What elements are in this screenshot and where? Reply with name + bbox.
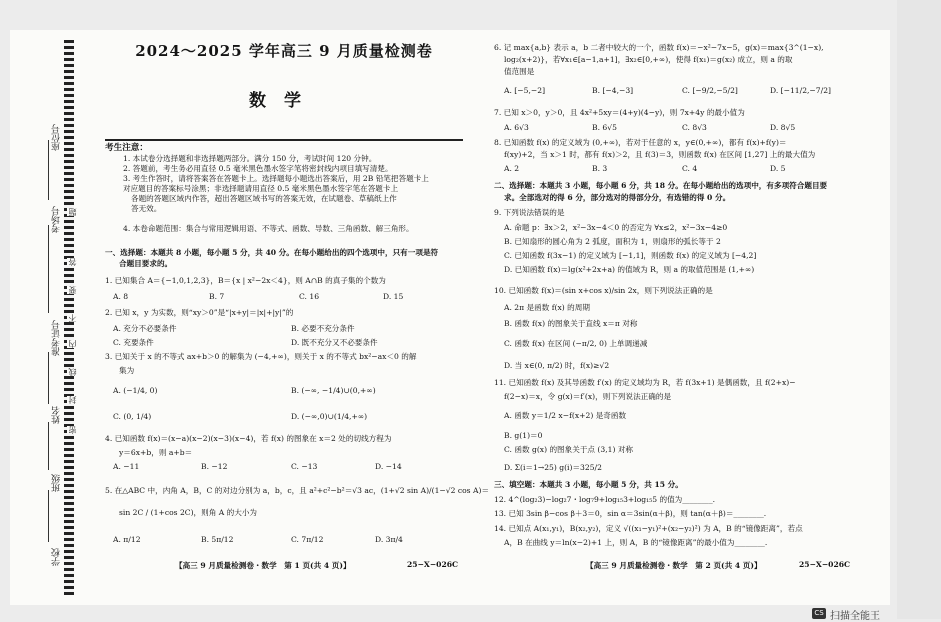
question-14: 14. 已知点 A(x₁,y₁)，B(x₂,y₂)，定义 √((x₁−y₁)²+(x₂−y₂)²) 为 A，B 的“镜像距离”，若点 bbox=[494, 524, 803, 533]
binding-margin: 座位号 考场号 准考证号 姓名 班级 学校 题 答 要 不 内 线 封 密 bbox=[10, 30, 82, 605]
scanner-watermark: 扫描全能王 bbox=[830, 611, 880, 622]
notice-heading: 考生注意： bbox=[105, 143, 148, 153]
paper-code-left: 25−X−026C bbox=[407, 560, 459, 569]
school-label: 学校 bbox=[52, 548, 62, 566]
seat-label: 座位号 bbox=[52, 124, 62, 151]
question-6: 6. 记 max{a,b} 表示 a，b 二者中较大的一个，函数 f(x)＝−x²−7x−5，g(x)＝max{3^(1−x), bbox=[494, 43, 824, 52]
scrollbar-area bbox=[897, 0, 941, 619]
exam-sheet: 座位号 考场号 准考证号 姓名 班级 学校 题 答 要 不 内 线 封 密 2024～2025 学年高三 9 月质量检测卷 数学 考生注意： 1. 本试卷分选择题和非选择题两部分。满分 150 分，考试时间 120 分钟。 2. 答题前，考生务必用直径 0.5 毫米黑色墨水签字笔将密封线内项目填写清楚。 3. 考生作答时，请将答案答在答题卡上。选择题每小题选出答案后，用 2B 铅笔把答题卡上 对应题目的答案标号涂黑；非选择题请用直径 0.5 毫米黑色墨水签字笔在答题卡上 各题的答题区域内作答，超出答题区域书写的答案无效，在试题卷、草稿纸上作 答无效。 4. 本卷命题范围：集合与常用逻辑用语、不等式、函数、导数、三角函数、解三角形。 一、选择题：本题共 8 小题，每小题 5 分，共 40 分。在每小题给出的四个选项中，只有一项是符 合题目要求的。 1. 已知集合 A＝{−1,0,1,2,3}，B＝{x | x²−2x＜4}，则 A∩B 的真子集的个数为 A. 8 B. 7 C. 16 D. 15 2. 已知 x，y 为实数，则“xy＞0”是“|x+y|＝|x|+|y|”的 A. 充分不必要条件 B. 必要不充分条件 C. 充要条件 D. 既不充分又不必要条件 3. 已知关于 x 的不等式 ax+b＞0 的解集为 (−4,+∞)，则关于 x 的不等式 bx²−ax＜0 的解 集为 A. (−1/4, 0) B. (−∞, −1/4)∪(0,+∞) C. (0, 1/4) D. (−∞,0)∪(1/4,+∞) 4. 已知函数 f(x)＝(x−a)(x−2)(x−3)(x−4)，若 f(x) 的图象在 x＝2 处的切线方程为 y＝6x+b，则 a+b＝ A. −11 B. −12 C. −13 D. −14 5. 在△ABC 中，内角 A，B，C 的对边分别为 a，b，c，且 a²+c²−b²＝√3 ac，(1+√2 sin A)/(1−√2 cos A)＝ sin 2C / (1+cos 2C)，则角 A 的大小为 A. π/12 B. 5π/12 C. 7π/12 D. 3π/4 【高三 9 月质量检测卷・数学 第 1 页(共 4 页)】 25−X−026C 6. 记 max{a,b} 表示 a，b 二者中较大的一个，函数 f(x)＝−x²−7x−5，g(x)＝max{3^(1−x), log₂(x+2)}，若∀x₁∈[a−1,a+1]，∃x₂∈[0,+∞)，使得 f(x₁)＝g(x₂) 成立，则 a 的取 值范围是 A. [−5,−2] B. [−4,−3] C. [−9/2,−5/2] D. [−11/2,−7/2] 7. 已知 x＞0，y＞0，且 4x²+5xy＝(4+y)(4−y)，则 7x+4y 的最小值为 A. 6√3 B. 6√5 C. 8√3 D. 8√5 8. 已知函数 f(x) 的定义域为 (0,+∞)，若对于任意的 x，y∈(0,+∞)，都有 f(x)+f(y)＝ f(xy)+2，当 x＞1 时，都有 f(x)＞2，且 f(3)＝3，则函数 f(x) 在区间 [1,27] 上的最大值为 A. 2 B. 3 C. 4 D. 5 二、选择题：本题共 3 小题，每小题 6 分，共 18 分。在每小题给出的选项中，有多项符合题目要 求。全部选对的得 6 分，部分选对的得部分分，有选错的得 0 分。 9. 下列说法错误的是 A. 命题 p：∃x＞2，x²−3x−4＜0 的否定为 ∀x≤2，x²−3x−4≥0 B. 已知扇形的圆心角为 2 弧度，面积为 1，则扇形的弧长等于 2 C. 已知函数 f(3x−1) 的定义域为 [−1,1]，则函数 f(x) 的定义域为 [−4,2] D. 已知函数 f(x)＝lg(x²+2x+a) 的值域为 R，则 a 的取值范围是 (1,+∞) 10. 已知函数 f(x)＝(sin x+cos x)/sin 2x，则下列说法正确的是 A. 2π 是函数 f(x) 的周期 B. 函数 f(x) 的图象关于直线 x＝π 对称 C. 函数 f(x) 在区间 (−π/2, 0) 上单调递减 D. 当 x∈(0, π/2) 时，f(x)≥√2 11. 已知函数 f(x) 及其导函数 f′(x) 的定义域均为 R，若 f(3x+1) 是偶函数，且 f(2+x)− f(2−x)＝x，令 g(x)＝f′(x)，则下列说法正确的是 A. 函数 y＝1/2 x−f(x+2) 是奇函数 B. g(1)＝0 C. 函数 g(x) 的图象关于点 (3,1) 对称 D. Σ(i＝1→25) g(i)＝325/2 三、填空题：本题共 3 小题，每小题 5 分，共 15 分。 12. 4^(log₂3)−log₂7・log₇9+log₁₅3+log₁₅5 的值为________. 13. 已知 3sin β−cos β＋3＝0，sin α＝3sin(α＋β)，则 tan(α＋β)＝________. 14. 已知点 A(x₁,y₁)，B(x₂,y₂)，定义 √((x₁−y₁)²+(x₂−y₂)²) 为 A，B 的“镜像距离”，若点 A，B 在曲线 y＝ln(x−2)+1 上，则 A，B 的“镜像距离”的最小值为________. 【高三 9 月质量检测卷・数学 第 2 页(共 4 页)】 25−X−026C bbox=[10, 30, 890, 605]
question-3: 3. 已知关于 x 的不等式 ax+b＞0 的解集为 (−4,+∞)，则关于 x 的不等式 bx²−ax＜0 的解 bbox=[105, 352, 417, 361]
section-3-heading: 三、填空题：本题共 3 小题，每小题 5 分，共 15 分。 bbox=[494, 480, 683, 489]
subject-title: 数学 bbox=[249, 91, 319, 111]
question-11: 11. 已知函数 f(x) 及其导函数 f′(x) 的定义域均为 R，若 f(3x+1) 是偶函数，且 f(2+x)− bbox=[494, 378, 796, 387]
class-label: 班级 bbox=[52, 474, 62, 492]
section-2-heading: 二、选择题：本题共 3 小题，每小题 6 分，共 18 分。在每小题给出的选项中，有多项符合题目要 bbox=[494, 181, 828, 190]
name-label: 姓名 bbox=[52, 406, 62, 424]
ticket-label: 准考证号 bbox=[52, 320, 62, 356]
page-footer-left: 【高三 9 月质量检测卷・数学 第 1 页(共 4 页)】 bbox=[175, 561, 351, 570]
exam-room-label: 考场号 bbox=[52, 206, 62, 233]
question-9: 9. 下列说法错误的是 bbox=[494, 208, 565, 217]
question-12: 12. 4^(log₂3)−log₂7・log₇9+log₁₅3+log₁₅5 的值为________. bbox=[494, 495, 716, 504]
question-8: 8. 已知函数 f(x) 的定义域为 (0,+∞)，若对于任意的 x，y∈(0,+∞)，都有 f(x)+f(y)＝ bbox=[494, 138, 787, 147]
exam-title: 2024～2025 学年高三 9 月质量检测卷 bbox=[135, 42, 433, 60]
section-1-heading: 一、选择题：本题共 8 小题，每小题 5 分，共 40 分。在每小题给出的四个选项中，只有一项是符 bbox=[105, 248, 439, 257]
question-5: 5. 在△ABC 中，内角 A，B，C 的对边分别为 a，b，c，且 a²+c²−b²＝√3 ac，(1+√2 sin A)/(1−√2 cos A)＝ bbox=[105, 486, 490, 495]
question-2: 2. 已知 x，y 为实数，则“xy＞0”是“|x+y|＝|x|+|y|”的 bbox=[105, 308, 294, 317]
question-10: 10. 已知函数 f(x)＝(sin x+cos x)/sin 2x，则下列说法正确的是 bbox=[494, 286, 713, 295]
question-13: 13. 已知 3sin β−cos β＋3＝0，sin α＝3sin(α＋β)，则 tan(α＋β)＝________. bbox=[494, 509, 767, 518]
question-7: 7. 已知 x＞0，y＞0，且 4x²+5xy＝(4+y)(4−y)，则 7x+4y 的最小值为 bbox=[494, 108, 745, 117]
question-4: 4. 已知函数 f(x)＝(x−a)(x−2)(x−3)(x−4)，若 f(x) 的图象在 x＝2 处的切线方程为 bbox=[105, 434, 392, 443]
paper-code-right: 25−X−026C bbox=[799, 560, 851, 569]
page-footer-right: 【高三 9 月质量检测卷・数学 第 2 页(共 4 页)】 bbox=[586, 561, 762, 570]
question-1: 1. 已知集合 A＝{−1,0,1,2,3}，B＝{x | x²−2x＜4}，则 A∩B 的真子集的个数为 bbox=[105, 276, 386, 285]
camscanner-icon: CS bbox=[812, 608, 826, 619]
